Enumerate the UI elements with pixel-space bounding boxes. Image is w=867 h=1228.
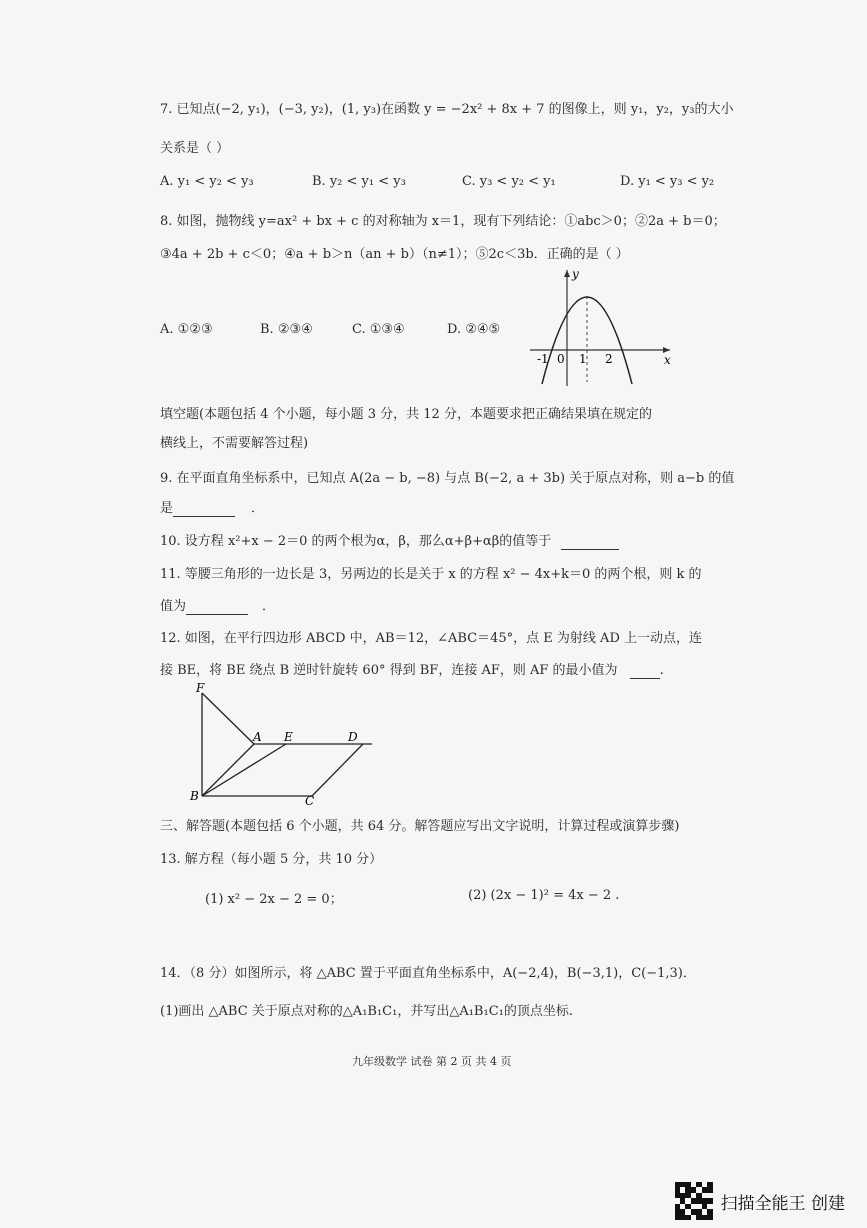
q7-stem-line1: 7. 已知点(−2, y₁)，(−3, y₂)，(1, y₃)在函数 y = −2x² + 8x + 7 的图像上，则 y₁，y₂，y₃的大小 <box>160 102 734 117</box>
parabola-graph <box>525 266 675 391</box>
q8-stem-line1: 8. 如图，抛物线 y=ax² + bx + c 的对称轴为 x＝1，现有下列结论：①abc＞0；②2a + b＝0； <box>160 214 726 229</box>
q7-option-b: B. y₂ < y₁ < y₃ <box>312 174 406 189</box>
point-b-label: B <box>190 789 199 803</box>
point-c-label: C <box>305 794 315 808</box>
q9-suffix: ． <box>251 501 265 516</box>
q11-line1: 11. 等腰三角形的一边长是 3，另两边的长是关于 x 的方程 x² − 4x+k＝0 的两个根，则 k 的 <box>160 567 702 582</box>
watermark-text: 扫描全能王 创建 <box>720 1193 845 1214</box>
parallelogram-figure <box>185 678 385 808</box>
section2-line2: 横线上，不需要解答过程) <box>160 436 309 451</box>
q11-suffix: ． <box>262 599 276 614</box>
segment-ba <box>202 744 254 796</box>
q8-option-d: D. ②④⑤ <box>447 322 501 337</box>
q14-line2: (1)画出 △ABC 关于原点对称的△A₁B₁C₁，并写出△A₁B₁C₁的顶点坐标. <box>160 1004 573 1019</box>
q10-answer-blank[interactable] <box>561 534 619 550</box>
q11-prefix: 值为 <box>160 599 187 614</box>
qr-code-icon <box>675 1182 713 1220</box>
q12-line1: 12. 如图，在平行四边形 ABCD 中，AB＝12，∠ABC＝45°，点 E 为射线 AD 上一动点，连 <box>160 631 703 646</box>
page-footer: 九年级数学 试卷 第 2 页 共 4 页 <box>352 1055 512 1068</box>
q9-line2 <box>160 497 264 517</box>
q9-line1: 9. 在平面直角坐标系中，已知点 A(2a − b, −8) 与点 B(−2, a + 3b) 关于原点对称，则 a−b 的值 <box>160 471 735 486</box>
segment-cd <box>312 744 363 796</box>
q7-option-d: D. y₁ < y₃ < y₂ <box>620 174 715 189</box>
q13-part2: (2) (2x − 1)² = 4x − 2 . <box>468 888 620 903</box>
q10-text: 10. 设方程 x²+x − 2＝0 的两个根为α，β，那么α+β+αβ的值等于 <box>160 534 552 549</box>
q7-option-a: A. y₁ < y₂ < y₃ <box>160 174 254 189</box>
graph-tick-neg1: -1 <box>537 352 549 366</box>
q13-title: 13. 解方程（每小题 5 分，共 10 分） <box>160 852 383 867</box>
q7-stem-line2: 关系是（ ） <box>160 141 230 156</box>
q8-stem-line2: ③4a + 2b + c＜0；④a + b＞n（an + b）（n≠1）；⑤2c＜3b．正确的是（ ） <box>160 247 629 262</box>
q8-option-c: C. ①③④ <box>352 322 405 337</box>
graph-x-label: x <box>664 353 671 367</box>
graph-tick-zero: 0 <box>557 352 565 366</box>
segment-be <box>202 744 286 796</box>
q9-prefix: 是 <box>160 501 174 516</box>
graph-tick-two: 2 <box>605 352 613 366</box>
q11-line2 <box>160 595 275 615</box>
camscanner-watermark <box>675 1182 845 1220</box>
graph-tick-one: 1 <box>579 352 587 366</box>
section2-line1: 填空题(本题包括 4 个小题，每小题 3 分，共 12 分，本题要求把正确结果填在规定的 <box>160 407 652 422</box>
point-d-label: D <box>348 730 358 744</box>
graph-y-label: y <box>572 267 579 281</box>
q8-option-a: A. ①②③ <box>160 322 213 337</box>
segment-fa <box>202 693 254 744</box>
q12-text: 接 BE，将 BE 绕点 B 逆时针旋转 60° 得到 BF，连接 AF，则 AF 的最小值为 <box>160 663 618 678</box>
q7-option-c: C. y₃ < y₂ < y₁ <box>462 174 556 189</box>
q9-answer-blank[interactable] <box>173 501 235 517</box>
q14-line1: 14．（8 分）如图所示，将 △ABC 置于平面直角坐标系中，A(−2,4)，B(−3,1)，C(−1,3)． <box>160 966 696 981</box>
point-a-label: A <box>253 730 262 744</box>
q8-option-b: B. ②③④ <box>260 322 313 337</box>
q12-line2: 接 BE，将 BE 绕点 B 逆时针旋转 60° 得到 BF，连接 AF，则 AF 的最小值为 . <box>160 663 664 678</box>
point-e-label: E <box>284 730 293 744</box>
point-f-label: F <box>196 681 205 695</box>
q11-answer-blank[interactable] <box>186 599 248 615</box>
q12-answer-blank[interactable] <box>630 663 660 679</box>
q10-line <box>160 530 619 550</box>
section3-title: 三、解答题(本题包括 6 个小题，共 64 分。解答题应写出文字说明，计算过程或演算步骤) <box>160 819 680 834</box>
q13-part1: (1) x² − 2x − 2 = 0； <box>205 892 343 907</box>
y-axis-arrow <box>564 270 570 277</box>
